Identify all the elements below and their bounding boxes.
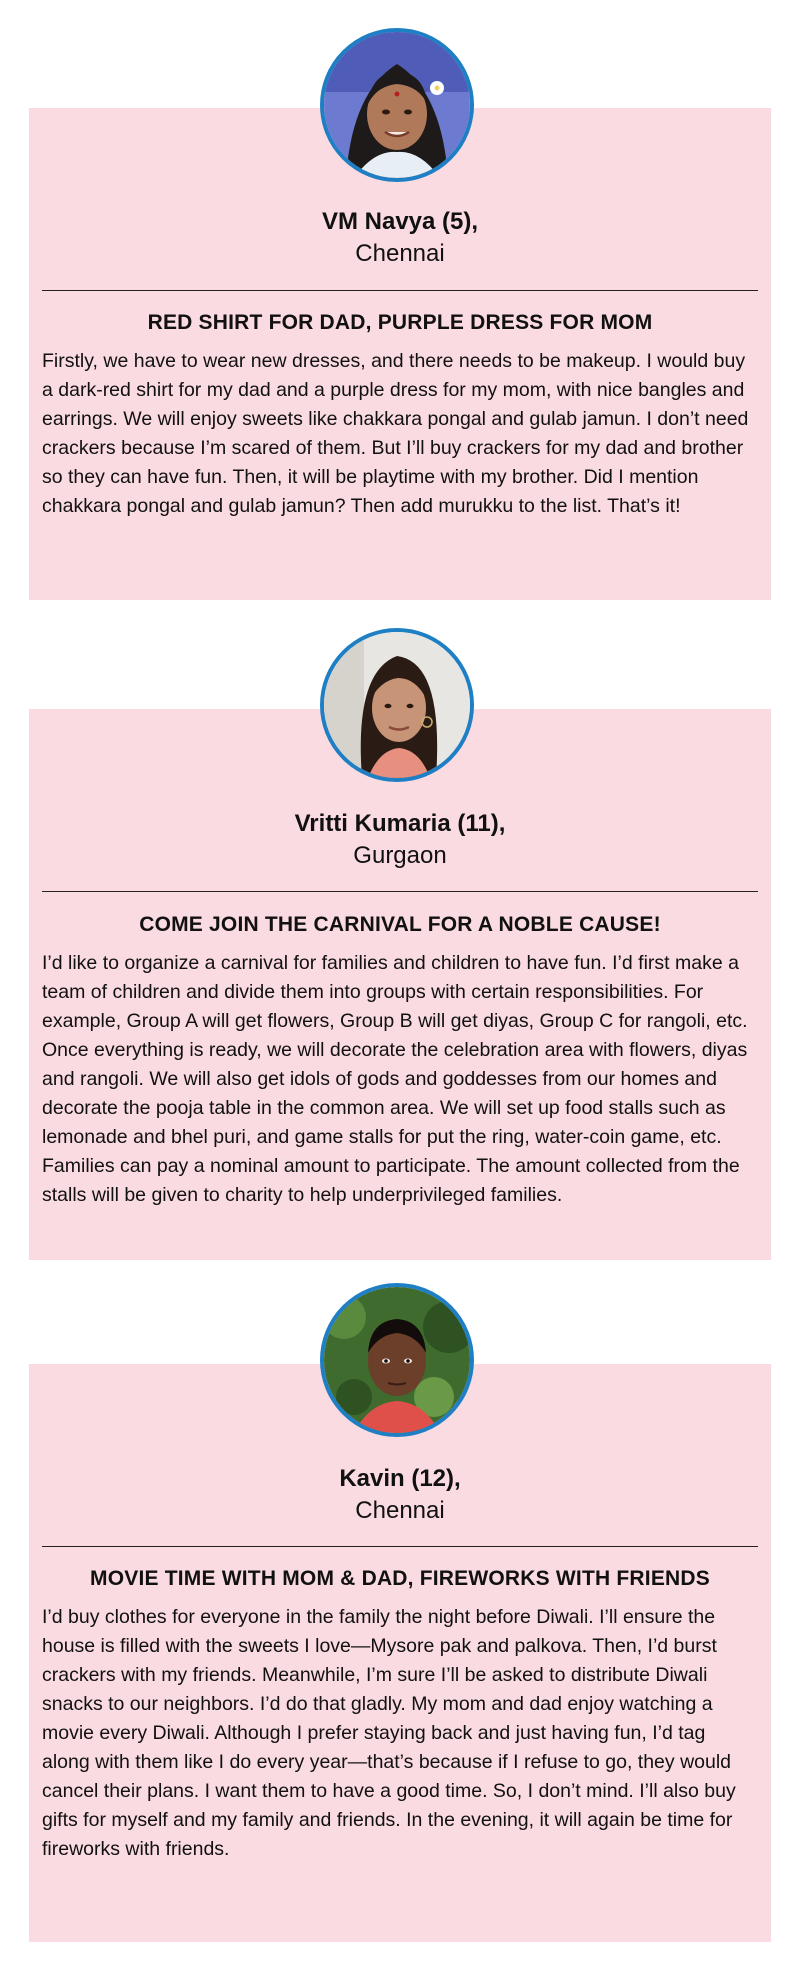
divider xyxy=(42,1546,758,1547)
avatar xyxy=(320,1283,474,1437)
profile-name: Kavin (12), xyxy=(339,1465,461,1492)
headline: RED SHIRT FOR DAD, PURPLE DRESS FOR MOM xyxy=(147,311,653,334)
headline: COME JOIN THE CARNIVAL FOR A NOBLE CAUSE! xyxy=(139,913,661,936)
divider xyxy=(42,290,758,291)
avatar xyxy=(320,628,474,782)
story-text: Firstly, we have to wear new dresses, and there needs to be makeup. I would buy a dark-red shirt for my dad and a purple dress for my mom, with nice bangles and earrings. We will enjoy sweets like chakkara pongal and gulab jamun. I don’t need crackers because I’m scared of them. But I’ll buy crackers for my dad and brother so they can have fun. Then, it will be playtime with my brother. Did I mention chakkara pongal and gulab jamun? Then add murukku to the list. That’s it! xyxy=(42,350,749,517)
profile-name: VM Navya (5), xyxy=(321,208,479,235)
profile-city: Chennai xyxy=(355,240,445,267)
headline: MOVIE TIME WITH MOM & DAD, FIREWORKS WITH FRIENDS xyxy=(90,1567,710,1590)
profile-city: Gurgaon xyxy=(353,842,447,869)
story-text: I’d like to organize a carnival for families and children to have fun. I’d first make a team of children and divide them into groups with certain responsibilities. For example, Group A will get flowers, Group B will get diyas, Group C for rangoli, etc. Once everything is ready, we will decorate the celebration area with flowers, diyas and rangoli. We will also get idols of gods and goddesses from our homes and decorate the pooja table in the common area. We will set up food stalls such as lemonade and bhel puri, and game stalls for put the ring, water-coin game, etc. Families can pay a nominal amount to participate. The amount collected from the stalls will be given to charity to help underprivileged families. xyxy=(42,952,748,1206)
story-text: I’d buy clothes for everyone in the family the night before Diwali. I’ll ensure the house is filled with the sweets I love—Mysore pak and palkova. Then, I’d burst crackers with my friends. Meanwhile, I’m sure I’ll be asked to distribute Diwali snacks to our neighbors. I’d do that gladly. My mom and dad enjoy watching a movie every Diwali. Although I prefer staying back and just having fun, I’d tag along with them like I do every year—that’s because if I refuse to go, they would cancel their plans. I want them to have a good time. So, I don’t mind. I’ll also buy gifts for myself and my family and friends. In the evening, it will again be time for fireworks with friends. xyxy=(42,1606,736,1860)
profile-city: Chennai xyxy=(355,1497,445,1524)
divider xyxy=(42,891,758,892)
avatar xyxy=(320,28,474,182)
profile-name: Vritti Kumaria (11), xyxy=(294,810,506,837)
